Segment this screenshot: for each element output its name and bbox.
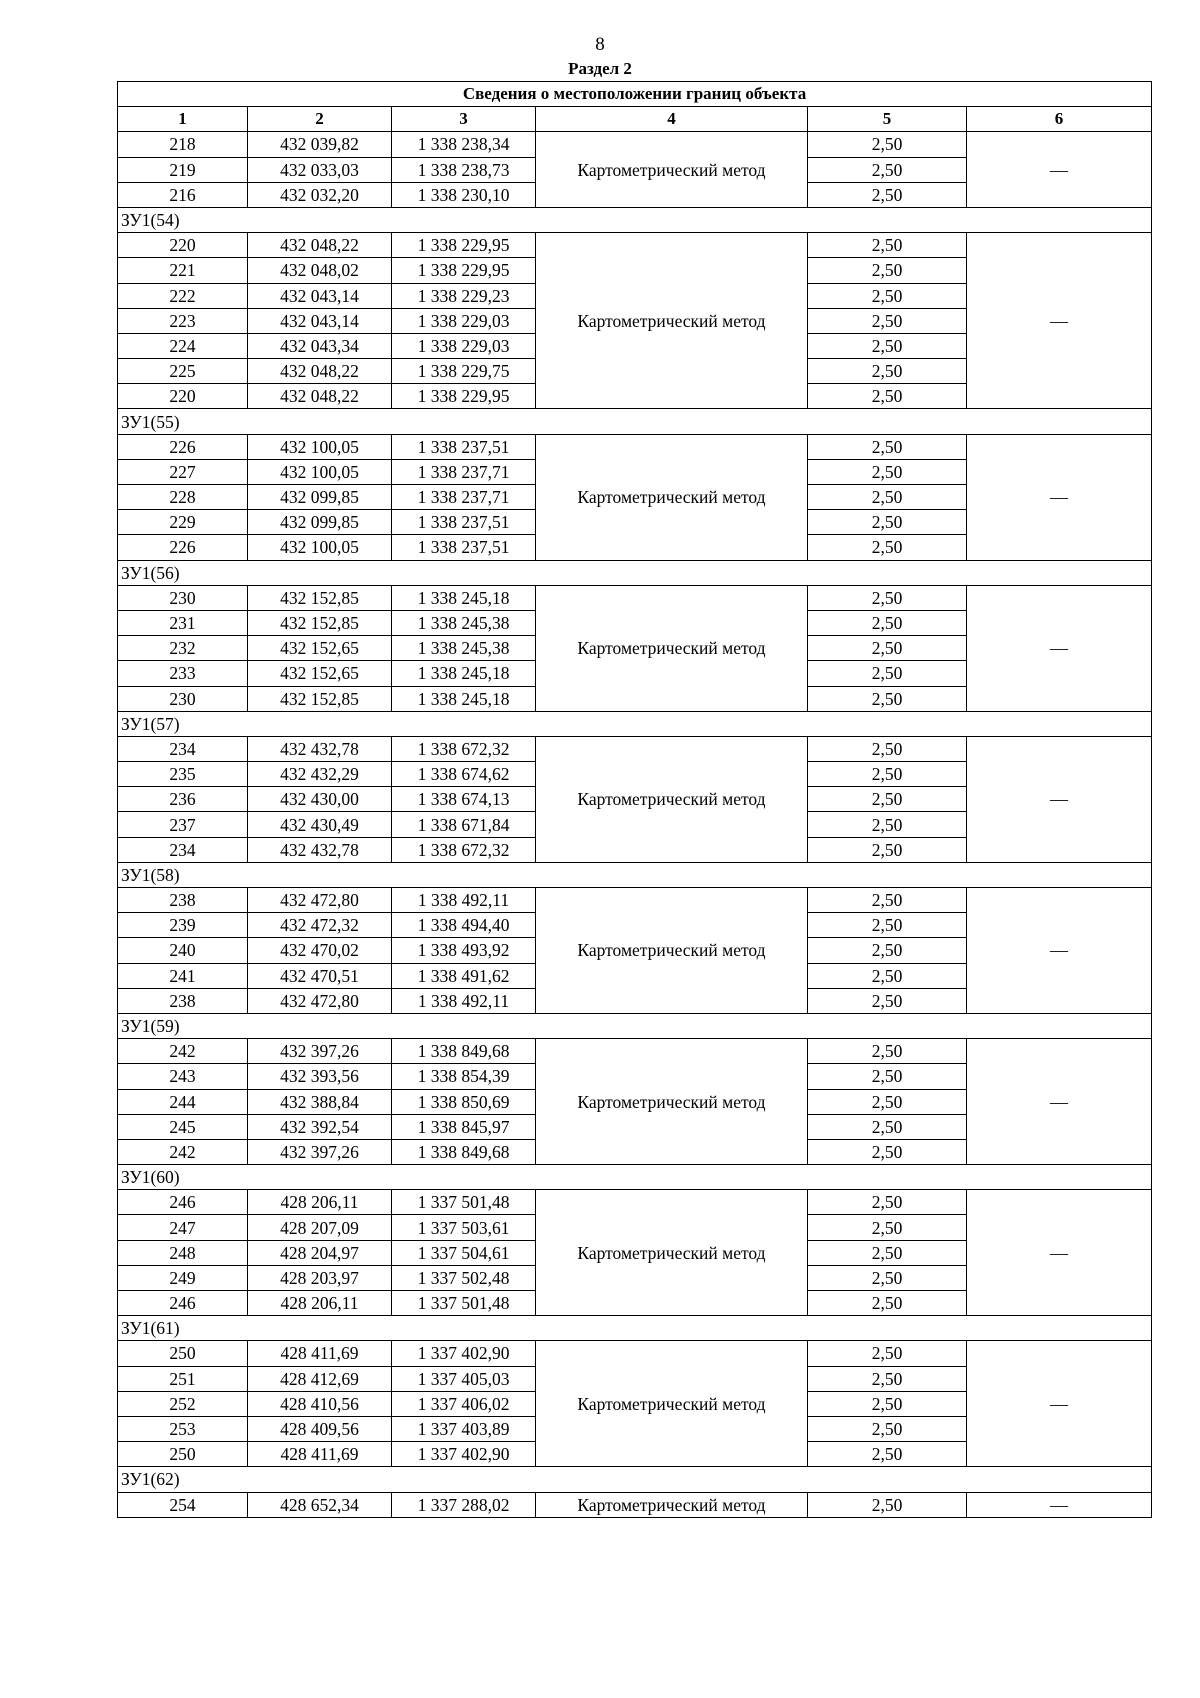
accuracy-value: 2,50 <box>808 258 967 283</box>
group-label: ЗУ1(54) <box>118 207 1152 232</box>
column-header: 3 <box>392 107 536 132</box>
accuracy-value: 2,50 <box>808 585 967 610</box>
coordinate-x: 432 043,14 <box>248 308 392 333</box>
table-row <box>118 434 1152 459</box>
point-number: 237 <box>118 812 248 837</box>
accuracy-value: 2,50 <box>808 1215 967 1240</box>
accuracy-value: 2,50 <box>808 157 967 182</box>
coordinate-x: 432 152,85 <box>248 610 392 635</box>
coordinate-y: 1 338 494,40 <box>392 913 536 938</box>
accuracy-value: 2,50 <box>808 610 967 635</box>
coordinate-y: 1 338 674,62 <box>392 762 536 787</box>
accuracy-value: 2,50 <box>808 762 967 787</box>
point-number: 227 <box>118 459 248 484</box>
point-number: 235 <box>118 762 248 787</box>
coordinate-x: 432 100,05 <box>248 434 392 459</box>
column-header: 4 <box>536 107 808 132</box>
point-number: 223 <box>118 308 248 333</box>
accuracy-value: 2,50 <box>808 1139 967 1164</box>
point-number: 216 <box>118 182 248 207</box>
accuracy-value: 2,50 <box>808 1190 967 1215</box>
coordinate-x: 432 099,85 <box>248 510 392 535</box>
coordinate-x: 432 048,22 <box>248 384 392 409</box>
point-number: 250 <box>118 1442 248 1467</box>
point-number: 226 <box>118 535 248 560</box>
method-cell: Картометрический метод <box>536 736 808 862</box>
coordinate-x: 432 432,78 <box>248 837 392 862</box>
coordinate-y: 1 338 850,69 <box>392 1089 536 1114</box>
coordinate-y: 1 338 245,18 <box>392 585 536 610</box>
coordinate-x: 428 410,56 <box>248 1391 392 1416</box>
coordinate-y: 1 337 501,48 <box>392 1291 536 1316</box>
description-cell: — <box>967 1341 1152 1467</box>
coordinate-x: 432 100,05 <box>248 459 392 484</box>
group-row <box>118 1316 1152 1341</box>
accuracy-value: 2,50 <box>808 888 967 913</box>
column-header: 6 <box>967 107 1152 132</box>
point-number: 239 <box>118 913 248 938</box>
coordinate-x: 432 470,51 <box>248 963 392 988</box>
table-row <box>118 585 1152 610</box>
point-number: 238 <box>118 988 248 1013</box>
accuracy-value: 2,50 <box>808 182 967 207</box>
group-label: ЗУ1(59) <box>118 1013 1152 1038</box>
table-row <box>118 888 1152 913</box>
coordinate-x: 432 033,03 <box>248 157 392 182</box>
accuracy-value: 2,50 <box>808 1291 967 1316</box>
coordinate-x: 432 470,02 <box>248 938 392 963</box>
point-number: 236 <box>118 787 248 812</box>
coordinate-x: 432 100,05 <box>248 535 392 560</box>
coordinate-y: 1 338 229,95 <box>392 258 536 283</box>
group-label: ЗУ1(56) <box>118 560 1152 585</box>
table-row <box>118 736 1152 761</box>
point-number: 242 <box>118 1039 248 1064</box>
coordinate-y: 1 338 245,18 <box>392 686 536 711</box>
coordinate-y: 1 337 504,61 <box>392 1240 536 1265</box>
coordinate-y: 1 338 854,39 <box>392 1064 536 1089</box>
coordinate-x: 428 207,09 <box>248 1215 392 1240</box>
group-row <box>118 1467 1152 1492</box>
table-row <box>118 233 1152 258</box>
coordinate-x: 432 048,22 <box>248 233 392 258</box>
coordinate-x: 432 039,82 <box>248 132 392 157</box>
method-cell: Картометрический метод <box>536 888 808 1014</box>
coordinate-x: 432 152,65 <box>248 636 392 661</box>
coordinate-x: 432 393,56 <box>248 1064 392 1089</box>
coordinate-x: 432 099,85 <box>248 485 392 510</box>
accuracy-value: 2,50 <box>808 485 967 510</box>
accuracy-value: 2,50 <box>808 233 967 258</box>
coordinate-x: 432 152,85 <box>248 585 392 610</box>
group-label: ЗУ1(62) <box>118 1467 1152 1492</box>
coordinate-y: 1 338 672,32 <box>392 736 536 761</box>
accuracy-value: 2,50 <box>808 132 967 157</box>
coordinate-x: 432 392,54 <box>248 1114 392 1139</box>
point-number: 225 <box>118 359 248 384</box>
coordinate-x: 428 411,69 <box>248 1341 392 1366</box>
description-cell: — <box>967 1039 1152 1165</box>
accuracy-value: 2,50 <box>808 988 967 1013</box>
point-number: 240 <box>118 938 248 963</box>
coordinate-y: 1 338 245,38 <box>392 636 536 661</box>
point-number: 226 <box>118 434 248 459</box>
point-number: 231 <box>118 610 248 635</box>
accuracy-value: 2,50 <box>808 1492 967 1517</box>
method-cell: Картометрический метод <box>536 132 808 208</box>
point-number: 230 <box>118 585 248 610</box>
accuracy-value: 2,50 <box>808 661 967 686</box>
table-row <box>118 1492 1152 1517</box>
point-number: 234 <box>118 736 248 761</box>
point-number: 229 <box>118 510 248 535</box>
coordinate-y: 1 338 492,11 <box>392 988 536 1013</box>
point-number: 242 <box>118 1139 248 1164</box>
accuracy-value: 2,50 <box>808 1366 967 1391</box>
accuracy-value: 2,50 <box>808 1240 967 1265</box>
accuracy-value: 2,50 <box>808 636 967 661</box>
point-number: 249 <box>118 1265 248 1290</box>
group-row <box>118 207 1152 232</box>
point-number: 244 <box>118 1089 248 1114</box>
point-number: 232 <box>118 636 248 661</box>
coordinate-x: 432 152,65 <box>248 661 392 686</box>
coordinate-y: 1 337 406,02 <box>392 1391 536 1416</box>
coordinate-y: 1 338 491,62 <box>392 963 536 988</box>
group-row <box>118 1013 1152 1038</box>
point-number: 250 <box>118 1341 248 1366</box>
point-number: 248 <box>118 1240 248 1265</box>
point-number: 253 <box>118 1416 248 1441</box>
coordinate-x: 428 652,34 <box>248 1492 392 1517</box>
accuracy-value: 2,50 <box>808 434 967 459</box>
point-number: 221 <box>118 258 248 283</box>
point-number: 234 <box>118 837 248 862</box>
coordinate-y: 1 338 229,75 <box>392 359 536 384</box>
coordinate-x: 432 430,49 <box>248 812 392 837</box>
page-number: 8 <box>595 34 605 55</box>
accuracy-value: 2,50 <box>808 837 967 862</box>
coordinate-y: 1 338 671,84 <box>392 812 536 837</box>
coordinate-x: 428 411,69 <box>248 1442 392 1467</box>
accuracy-value: 2,50 <box>808 963 967 988</box>
coordinate-y: 1 337 288,02 <box>392 1492 536 1517</box>
coordinate-y: 1 338 237,51 <box>392 510 536 535</box>
method-cell: Картометрический метод <box>536 1039 808 1165</box>
point-number: 238 <box>118 888 248 913</box>
table-title-row <box>118 82 1152 107</box>
description-cell: — <box>967 233 1152 409</box>
accuracy-value: 2,50 <box>808 535 967 560</box>
coordinate-x: 432 388,84 <box>248 1089 392 1114</box>
coordinate-y: 1 338 238,73 <box>392 157 536 182</box>
table-row <box>118 1190 1152 1215</box>
coordinate-x: 432 397,26 <box>248 1139 392 1164</box>
accuracy-value: 2,50 <box>808 1114 967 1139</box>
accuracy-value: 2,50 <box>808 283 967 308</box>
accuracy-value: 2,50 <box>808 787 967 812</box>
coordinate-x: 432 430,00 <box>248 787 392 812</box>
column-header: 5 <box>808 107 967 132</box>
coordinate-y: 1 337 502,48 <box>392 1265 536 1290</box>
group-row <box>118 560 1152 585</box>
accuracy-value: 2,50 <box>808 1039 967 1064</box>
coordinate-y: 1 338 237,71 <box>392 459 536 484</box>
coordinate-y: 1 337 402,90 <box>392 1341 536 1366</box>
accuracy-value: 2,50 <box>808 938 967 963</box>
group-row <box>118 1165 1152 1190</box>
coordinate-y: 1 338 849,68 <box>392 1039 536 1064</box>
accuracy-value: 2,50 <box>808 913 967 938</box>
description-cell: — <box>967 1492 1152 1517</box>
coordinate-x: 432 043,14 <box>248 283 392 308</box>
coordinate-y: 1 338 238,34 <box>392 132 536 157</box>
description-cell: — <box>967 1190 1152 1316</box>
coordinate-x: 432 432,78 <box>248 736 392 761</box>
group-label: ЗУ1(61) <box>118 1316 1152 1341</box>
group-row <box>118 409 1152 434</box>
coordinate-y: 1 338 672,32 <box>392 837 536 862</box>
accuracy-value: 2,50 <box>808 1064 967 1089</box>
coordinate-x: 432 043,34 <box>248 333 392 358</box>
coordinate-x: 432 397,26 <box>248 1039 392 1064</box>
coordinate-y: 1 338 849,68 <box>392 1139 536 1164</box>
coordinate-x: 432 472,80 <box>248 888 392 913</box>
boundary-coordinates-table <box>117 81 1152 1518</box>
coordinate-x: 432 048,02 <box>248 258 392 283</box>
accuracy-value: 2,50 <box>808 1442 967 1467</box>
method-cell: Картометрический метод <box>536 1492 808 1517</box>
coordinate-y: 1 338 674,13 <box>392 787 536 812</box>
table-body <box>118 132 1152 1517</box>
coordinate-y: 1 338 237,51 <box>392 535 536 560</box>
accuracy-value: 2,50 <box>808 1089 967 1114</box>
coordinate-y: 1 338 245,18 <box>392 661 536 686</box>
accuracy-value: 2,50 <box>808 736 967 761</box>
coordinate-y: 1 338 845,97 <box>392 1114 536 1139</box>
coordinate-x: 432 048,22 <box>248 359 392 384</box>
coordinate-y: 1 338 229,95 <box>392 384 536 409</box>
coordinate-y: 1 338 237,51 <box>392 434 536 459</box>
coordinate-y: 1 337 503,61 <box>392 1215 536 1240</box>
point-number: 254 <box>118 1492 248 1517</box>
point-number: 241 <box>118 963 248 988</box>
point-number: 252 <box>118 1391 248 1416</box>
coordinate-y: 1 337 501,48 <box>392 1190 536 1215</box>
description-cell: — <box>967 585 1152 711</box>
method-cell: Картометрический метод <box>536 1190 808 1316</box>
group-label: ЗУ1(57) <box>118 711 1152 736</box>
coordinate-y: 1 338 229,03 <box>392 308 536 333</box>
description-cell: — <box>967 132 1152 208</box>
coordinate-y: 1 338 493,92 <box>392 938 536 963</box>
accuracy-value: 2,50 <box>808 510 967 535</box>
column-header-row <box>118 107 1152 132</box>
point-number: 224 <box>118 333 248 358</box>
point-number: 220 <box>118 384 248 409</box>
accuracy-value: 2,50 <box>808 359 967 384</box>
coordinate-x: 432 032,20 <box>248 182 392 207</box>
method-cell: Картометрический метод <box>536 585 808 711</box>
accuracy-value: 2,50 <box>808 1341 967 1366</box>
section-title: Раздел 2 <box>568 59 632 78</box>
accuracy-value: 2,50 <box>808 1391 967 1416</box>
coordinate-y: 1 338 229,03 <box>392 333 536 358</box>
group-row <box>118 711 1152 736</box>
accuracy-value: 2,50 <box>808 812 967 837</box>
coordinate-x: 428 203,97 <box>248 1265 392 1290</box>
column-header: 2 <box>248 107 392 132</box>
point-number: 245 <box>118 1114 248 1139</box>
accuracy-value: 2,50 <box>808 1265 967 1290</box>
point-number: 218 <box>118 132 248 157</box>
description-cell: — <box>967 888 1152 1014</box>
column-header: 1 <box>118 107 248 132</box>
point-number: 246 <box>118 1190 248 1215</box>
accuracy-value: 2,50 <box>808 333 967 358</box>
coordinate-y: 1 338 229,23 <box>392 283 536 308</box>
coordinate-x: 432 152,85 <box>248 686 392 711</box>
method-cell: Картометрический метод <box>536 1341 808 1467</box>
accuracy-value: 2,50 <box>808 459 967 484</box>
description-cell: — <box>967 434 1152 560</box>
coordinate-x: 432 472,32 <box>248 913 392 938</box>
point-number: 246 <box>118 1291 248 1316</box>
table-title: Сведения о местоположении границ объекта <box>118 82 1152 107</box>
group-label: ЗУ1(55) <box>118 409 1152 434</box>
coordinate-y: 1 338 230,10 <box>392 182 536 207</box>
coordinate-y: 1 337 405,03 <box>392 1366 536 1391</box>
method-cell: Картометрический метод <box>536 434 808 560</box>
group-label: ЗУ1(58) <box>118 862 1152 887</box>
coordinate-x: 428 204,97 <box>248 1240 392 1265</box>
coordinate-x: 428 206,11 <box>248 1291 392 1316</box>
accuracy-value: 2,50 <box>808 1416 967 1441</box>
description-cell: — <box>967 736 1152 862</box>
coordinate-x: 428 206,11 <box>248 1190 392 1215</box>
point-number: 220 <box>118 233 248 258</box>
point-number: 247 <box>118 1215 248 1240</box>
accuracy-value: 2,50 <box>808 384 967 409</box>
coordinate-y: 1 338 237,71 <box>392 485 536 510</box>
group-label: ЗУ1(60) <box>118 1165 1152 1190</box>
coordinate-x: 432 432,29 <box>248 762 392 787</box>
coordinate-y: 1 337 403,89 <box>392 1416 536 1441</box>
group-row <box>118 862 1152 887</box>
coordinate-x: 428 412,69 <box>248 1366 392 1391</box>
point-number: 219 <box>118 157 248 182</box>
table-row <box>118 1039 1152 1064</box>
point-number: 233 <box>118 661 248 686</box>
point-number: 243 <box>118 1064 248 1089</box>
coordinate-y: 1 338 492,11 <box>392 888 536 913</box>
coordinate-x: 432 472,80 <box>248 988 392 1013</box>
accuracy-value: 2,50 <box>808 686 967 711</box>
coordinate-y: 1 338 229,95 <box>392 233 536 258</box>
table-row <box>118 132 1152 157</box>
method-cell: Картометрический метод <box>536 233 808 409</box>
coordinate-y: 1 337 402,90 <box>392 1442 536 1467</box>
coordinate-y: 1 338 245,38 <box>392 610 536 635</box>
point-number: 228 <box>118 485 248 510</box>
point-number: 251 <box>118 1366 248 1391</box>
coordinate-x: 428 409,56 <box>248 1416 392 1441</box>
point-number: 230 <box>118 686 248 711</box>
table-row <box>118 1341 1152 1366</box>
point-number: 222 <box>118 283 248 308</box>
accuracy-value: 2,50 <box>808 308 967 333</box>
